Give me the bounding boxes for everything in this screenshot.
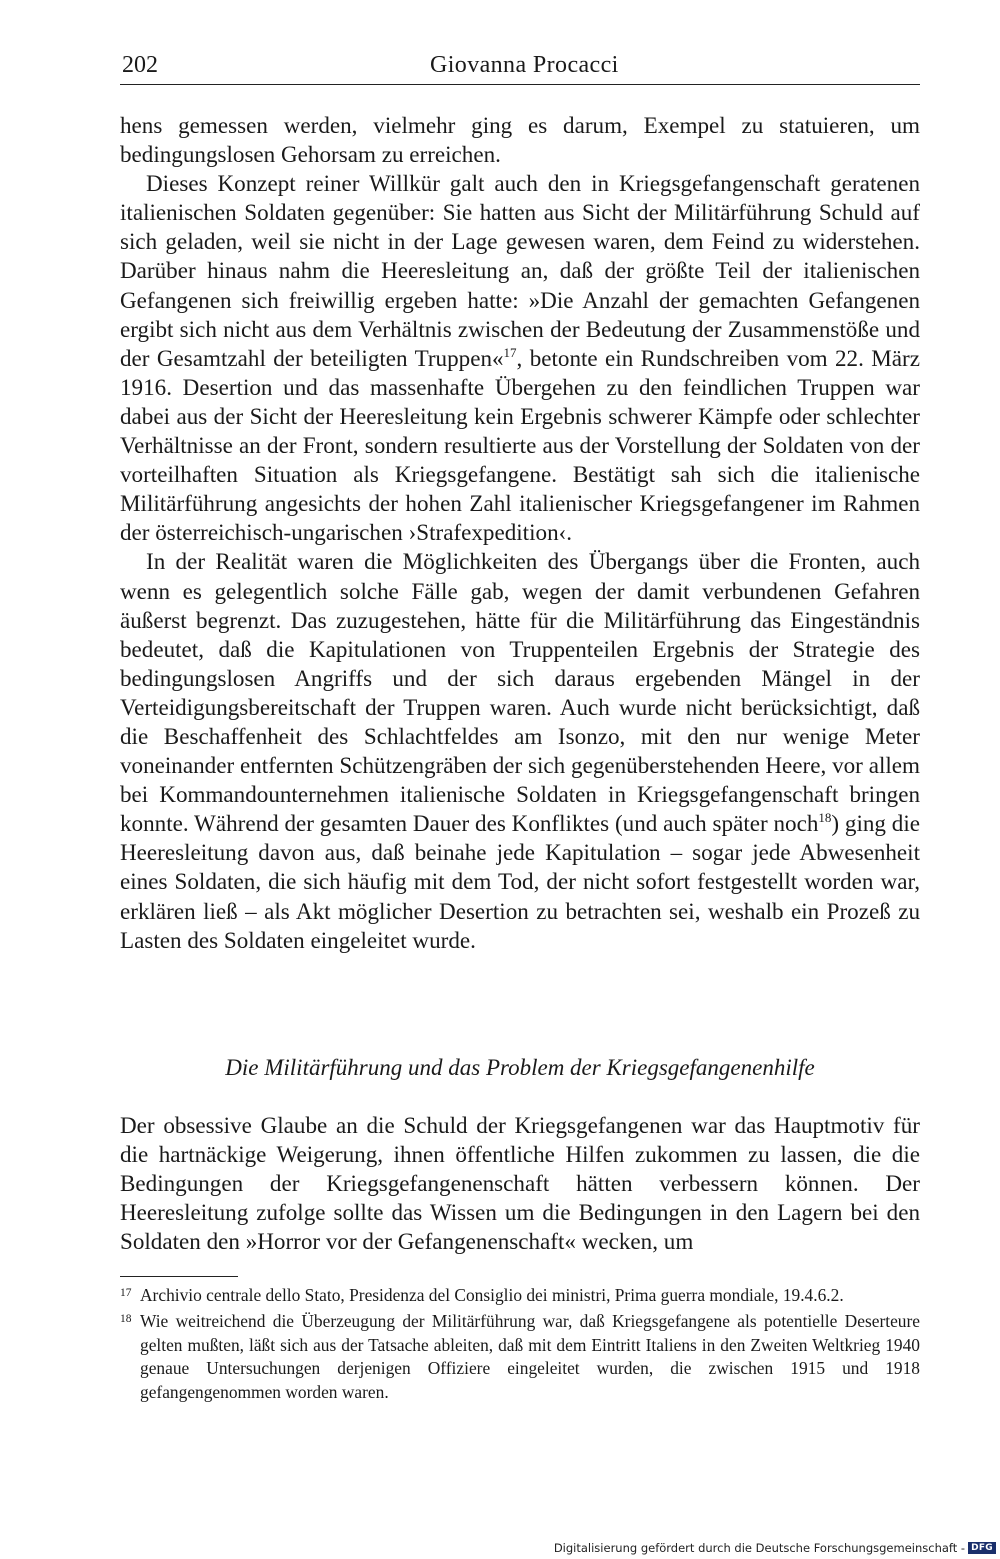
footnote-reference: 17 [503,344,517,360]
footnote [120,1284,920,1308]
footnote-reference: 18 [818,810,832,826]
credit-text: Digitalisierung gefördert durch die Deutsche Forschungsgemeinschaft - [553,1541,966,1555]
paragraph-continued: hens gemessen werden, vielmehr ging es darum, Exempel zu statuieren, um bedingungslosen Gehorsam zu erreichen. [120,112,920,168]
footnote-divider [120,1276,238,1277]
footnote-number: 18 [120,1312,132,1325]
paragraph-text: ) ging die Heeresleitung davon aus, daß beinahe jede Kapitulation – sogar jede Abwesenheit eines Soldaten, die sich häufig mit dem Tod, der nicht sofort festgestellt worden war, erklären ließ – als Akt möglicher Desertion zu betrachten sei, weshalb ein Prozeß zu Lasten des Soldaten eingeleitet wurde. [120,810,920,953]
paragraph-text: Dieses Konzept reiner Willkür galt auch den in Kriegsgefangenschaft geratenen italienischen Soldaten gegenüber: Sie hatten aus Sicht der Militärführung Schuld auf sich geladen, weil sie nicht in der Lage gewesen waren, dem Feind zu widerstehen. Darüber hinaus nahm die Heeresleitung an, daß der größte Teil der italienischen Gefangenen sich freiwillig ergeben hatte: »Die Anzahl der gemachten Gefangenen ergibt sich nicht aus dem Verhältnis zwischen der Bedeutung der Zusammenstöße und der Gesamtzahl der beteiligten Truppen« [120,170,920,371]
footnote [120,1310,920,1405]
section-heading: Die Militärführung und das Problem der Kriegsgefangenenhilfe [225,1055,815,1080]
paragraph [120,547,920,954]
footnote-text: Archivio centrale dello Stato, Presidenza del Consiglio dei ministri, Prima guerra mondiale, 19.4.6.2. [140,1285,844,1305]
paragraph-text: In der Realität waren die Möglichkeiten des Übergangs über die Fronten, auch wenn es gelegentlich solche Fälle gab, wegen der damit verbundenen Gefahren äußerst begrenzt. Das zuzugestehen, hätte für die Militärführung das Eingeständnis bedeutet, daß die Kapitulationen von Truppenteilen Ergebnis der Strategie des bedingungslosen Angriffs und der sich daraus ergebenden Mängel in der Verteidigungsbereitschaft der Truppen waren. Auch wurde nicht berücksichtigt, daß die Beschaffenheit des Schlachtfeldes am Isonzo, mit den nur wenige Meter voneinander entfernten Schützengräben der sich gegenüberstehenden Heere, vor allem bei Kommandounternehmen italienische Soldaten in Kriegsgefangenschaft bringen konnte. Während der gesamten Dauer des Konfliktes (und auch später noch [120,548,920,837]
footnotes [120,1284,920,1407]
running-head-author: Giovanna Procacci [430,52,619,78]
paragraph: Der obsessive Glaube an die Schuld der Kriegsgefangenen war das Hauptmotiv für die hartnäckige Weigerung, ihnen öffentliche Hilfen zukommen zu lassen, die die Bedingungen der Kriegsgefangenenschaft hätten verbessern können. Der Heeresleitung zufolge sollte das Wissen um die Bedingungen in den Lagern bei den Soldaten den »Horror vor der Gefangenenschaft« wecken, um [120,1112,920,1255]
dfg-logo: DFG [968,1542,996,1554]
page-header [120,44,920,85]
main-text [120,111,920,955]
footnote-text: Wie weitreichend die Überzeugung der Militärführung war, daß Kriegsgefangene als potentielle Deserteure gelten mußten, läßt sich aus der Tatsache ableiten, daß mit dem Eintritt Italiens in den Zweiten Weltkrieg 1940 genaue Untersuchungen derjenigen Offiziere eingeleitet wurden, die zwischen 1915 und 1918 gefangengenommen worden waren. [140,1310,920,1403]
section-text [120,1111,920,1256]
page-number: 202 [122,52,158,78]
footnote-number: 17 [120,1287,132,1299]
paragraph-text: , betonte ein Rundschreiben vom 22. März 1916. Desertion und das massenhafte Übergehen zu den feindlichen Truppen war dabei aus der Sicht der Heeresleitung kein Ergebnis schwerer Kämpfe oder schlechter Verhältnisse an der Front, sondern resultierte aus der Vorstellung der Soldaten von der vorteilhaften Situation als Kriegsgefangene. Bestätigt sah sich die italienische Militärführung angesichts der hohen Zahl italienischer Kriegsgefangener im Rahmen der österreichisch-ungarischen ›Strafexpedition‹. [120,344,920,546]
paragraph [120,169,920,547]
digitization-credit [554,1541,996,1555]
